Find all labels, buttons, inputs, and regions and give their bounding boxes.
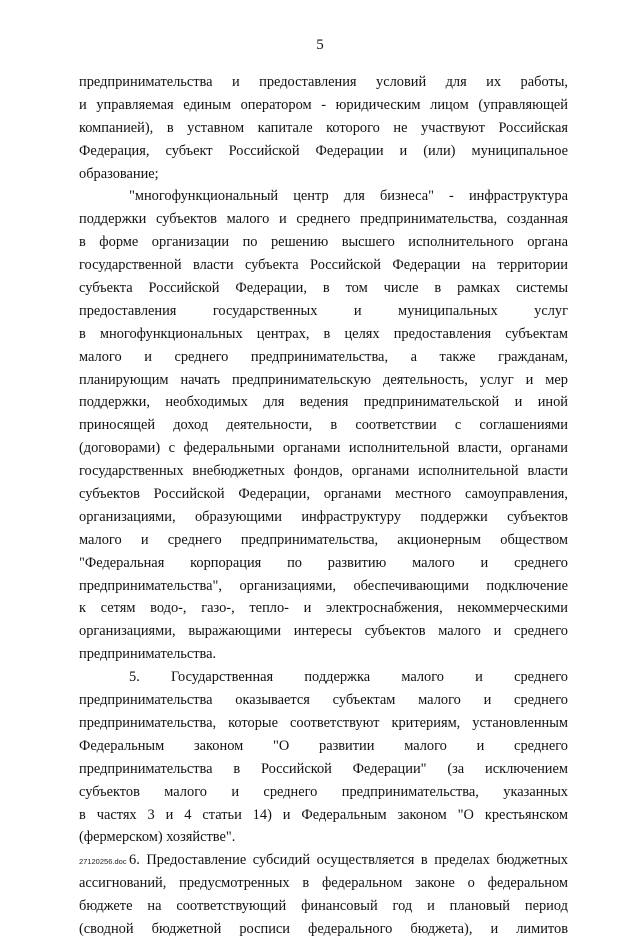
text-line: в форме организации по решению высшего исполнительного органа (79, 234, 568, 251)
text-line: предпринимательства. (79, 646, 217, 663)
text-line: в многофункциональных центрах, в целях предоставления субъектам (79, 325, 568, 342)
text-line: планирующим начать предпринимательскую деятельность, услуг и мер (79, 371, 568, 388)
text-line: (фермерском) хозяйстве". (79, 829, 236, 846)
text-line: предоставления государственных и муниципальных услуг (79, 302, 568, 319)
text-line: организациями, выражающими интересы субъектов малого и среднего (79, 623, 568, 640)
document-filename: 27120256.doc (79, 857, 127, 866)
text-line: предпринимательства оказывается субъектам малого и среднего (79, 692, 568, 709)
text-line: поддержки, необходимых для ведения предпринимательской и иной (79, 394, 568, 411)
text-line: бюджете на соответствующий финансовый год и плановый период (79, 898, 568, 915)
text-line: (сводной бюджетной росписи федерального бюджета), и лимитов (79, 920, 568, 937)
text-line: предпринимательства в Российской Федерации" (за исключением (79, 760, 568, 777)
text-line: субъекта Российской Федерации, в том числе в рамках системы (79, 280, 568, 297)
page-number: 5 (316, 37, 324, 53)
text-line: малого и среднего предпринимательства, а также гражданам, (79, 348, 568, 365)
text-line: 6. Предоставление субсидий осуществляется в пределах бюджетных (129, 852, 568, 869)
text-line: малого и среднего предпринимательства, акционерным обществом (79, 531, 568, 548)
text-line: субъектов Российской Федерации, органами местного самоуправления, (79, 486, 568, 503)
text-line: поддержки субъектов малого и среднего предпринимательства, созданная (79, 211, 568, 228)
text-line: к сетям водо-, газо-, тепло- и электроснабжения, некоммерческими (79, 600, 568, 617)
text-line: 5. Государственная поддержка малого и среднего (129, 669, 568, 686)
text-line: Федерация, субъект Российской Федерации и (или) муниципальное (79, 142, 568, 159)
text-line: (договорами) с федеральными органами исполнительной власти, органами (79, 440, 568, 457)
text-line: организациями, образующими инфраструктуру поддержки субъектов (79, 508, 568, 525)
text-line: предпринимательства, которые соответствуют критериям, установленным (79, 714, 568, 731)
text-line: компанией), в уставном капитале которого не участвуют Российская (79, 119, 568, 136)
text-line: предпринимательства и предоставления условий для их работы, (79, 74, 568, 90)
text-line: государственных внебюджетных фондов, органами исполнительной власти (79, 463, 568, 480)
text-line: субъектов малого и среднего предпринимательства, указанных (79, 783, 568, 800)
text-line: "Федеральная корпорация по развитию малого и среднего (79, 554, 568, 571)
text-line: государственной власти субъекта Российской Федерации на территории (79, 257, 568, 274)
text-line: в частях 3 и 4 статьи 14) и Федеральным законом "О крестьянском (79, 806, 568, 823)
text-line: приносящей доход деятельности, в соответствии с соглашениями (79, 417, 568, 434)
text-line: предпринимательства", организациями, обеспечивающими подключение (79, 577, 568, 594)
text-line: "многофункциональный центр для бизнеса" - инфраструктура (129, 188, 568, 205)
text-line: образование; (79, 165, 159, 182)
text-line: ассигнований, предусмотренных в федеральном законе о федеральном (79, 875, 568, 892)
text-line: и управляемая единым оператором - юридическим лицом (управляющей (79, 96, 568, 113)
document-body (79, 71, 568, 941)
text-line: Федеральным законом "О развитии малого и среднего (79, 737, 568, 754)
